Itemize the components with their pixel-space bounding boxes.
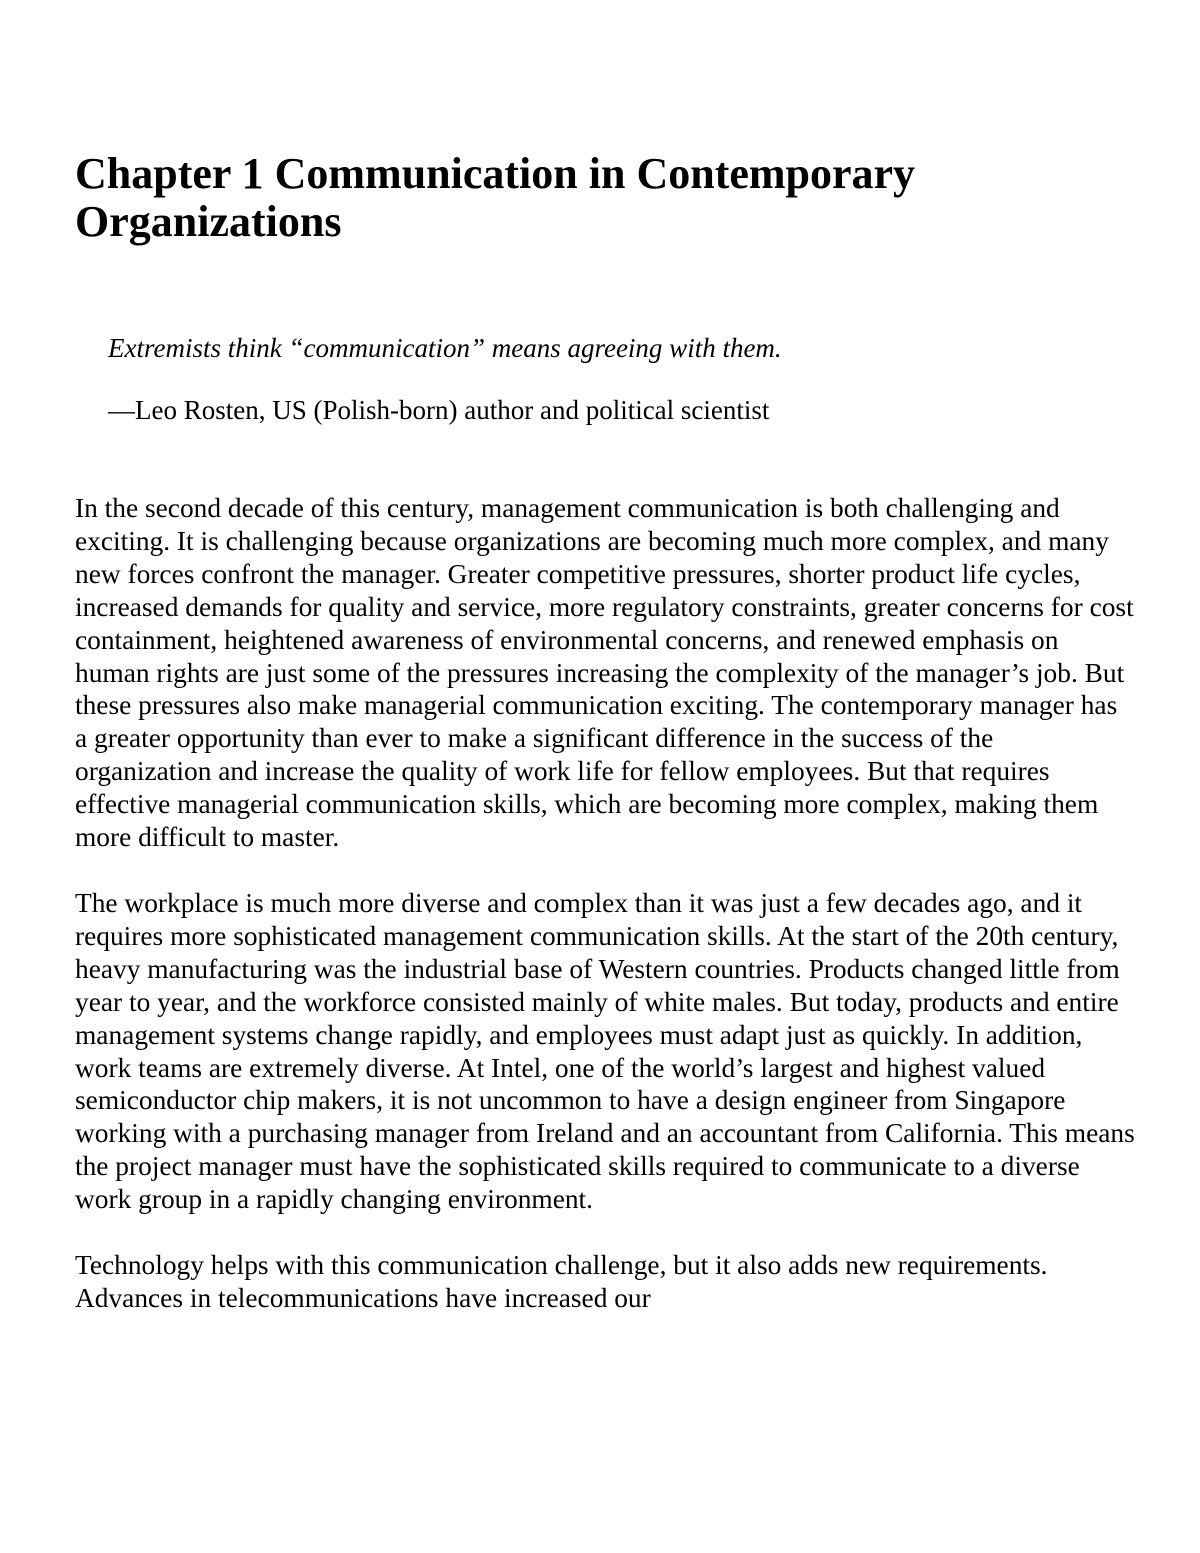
- body-paragraph: The workplace is much more diverse and complex than it was just a few decades ago, and it requires more sophisticated management communication skills. At the start of the 20th century, heavy manufacturing was the industrial base of Western countries. Products changed little from year to year, and the workforce consisted mainly of white males. But today, products and entire management systems change rapidly, and employees must adapt just as quickly. In addition, work teams are extremely diverse. At Intel, one of the world’s largest and highest valued semiconductor chip makers, it is not uncommon to have a design engineer from Singapore working with a purchasing manager from Ireland and an accountant from California. This means the project manager must have the sophisticated skills required to communicate to a diverse work group in a rapidly changing environment.: [75, 887, 1135, 1215]
- chapter-title: Chapter 1 Communication in Contemporary Organizations: [75, 149, 916, 246]
- body-text: [75, 492, 1135, 1315]
- document-page: [75, 150, 1135, 1348]
- body-paragraph: In the second decade of this century, management communication is both challenging and exciting. It is challenging because organizations are becoming much more complex, and many new forces confront the manager. Greater competitive pressures, shorter product life cycles, increased demands for quality and service, more regulatory constraints, greater concerns for cost containment, heightened awareness of environmental concerns, and renewed emphasis on human rights are just some of the pressures increasing the complexity of the manager’s job. But these pressures also make managerial communication exciting. The contemporary manager has a greater opportunity than ever to make a significant difference in the success of the organization and increase the quality of work life for fellow employees. But that requires effective managerial communication skills, which are becoming more complex, making them more difficult to master.: [75, 493, 1134, 853]
- body-paragraph: Technology helps with this communication challenge, but it also adds new requirements. Advances in telecommunications have increased our: [75, 1250, 1048, 1313]
- epigraph-quote: Extremists think “communication” means agreeing with them.: [108, 333, 782, 363]
- epigraph: [108, 332, 1135, 426]
- epigraph-attribution: —Leo Rosten, US (Polish-born) author and political scientist: [108, 395, 770, 425]
